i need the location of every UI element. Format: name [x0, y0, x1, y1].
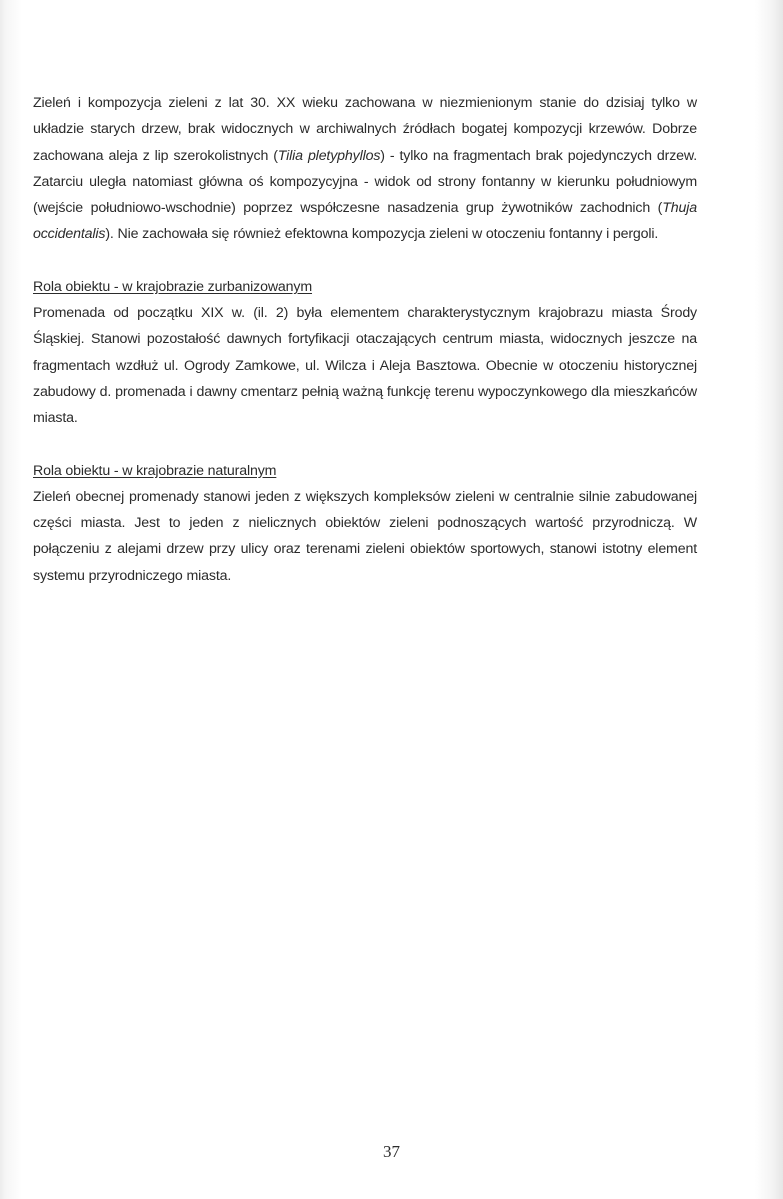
intro-text-3: ). Nie zachowała się również efektowna kompozycja zieleni w otoczeniu fontanny i pergoli.	[105, 226, 659, 243]
section-paragraph-natural: Zieleń obecnej promenady stanowi jeden z większych kompleksów zieleni w centralnie silnie zabudowanej części miasta. Jest to jeden z nielicznych obiektów zieleni podnoszących wartość przyrodniczą. W połączeniu z alejami drzew przy ulicy oraz terenami zieleni obiektów sportowych, stanowi istotny element systemu przyrodniczego miasta.	[33, 488, 697, 584]
page-number: 37	[383, 1142, 400, 1161]
section-heading-natural: Rola obiektu - w krajobrazie naturalnym	[33, 462, 277, 479]
intro-text-2: ) - tylko na fragmentach brak pojedynczych drzew. Zatarciu uległa natomiast główna oś kompozycyjna - widok od strony fontanny w kierunku południowym (wejście południowo-wschodnie) poprzez współczesne nasadzenia grup żywotników zachodnich (	[33, 147, 697, 217]
section-paragraph-urban: Promenada od początku XIX w. (il. 2) była elementem charakterystycznym krajobrazu miasta Środy Śląskiej. Stanowi pozostałość dawnych fortyfikacji otaczających centrum miasta, widocznych jeszcze na fragmentach wzdłuż ul. Ogrody Zamkowe, ul. Wilcza i Aleja Basztowa. Obecnie w otoczeniu historycznej zabudowy d. promenada i dawny cmentarz pełnią ważną funkcję terenu wypoczynkowego dla mieszkańców miasta.	[33, 305, 697, 427]
intro-text-1: Zieleń i kompozycja zieleni z lat 30. XX wieku zachowana w niezmienionym stanie do dzisiaj tylko w układzie starych drzew, brak widocznych w archiwalnych źródłach bogatej kompozycji krzewów. Dobrze zachowana aleja z lip szerokolistnych (	[33, 95, 697, 164]
page-content	[33, 90, 697, 589]
section-heading-urban: Rola obiektu - w krajobrazie zurbanizowanym	[33, 278, 313, 295]
intro-paragraph	[33, 90, 697, 248]
intro-latin-name-1: Tilia pletyphyllos	[277, 147, 381, 164]
intro-latin-name-2: Thuja occidentalis	[33, 200, 697, 243]
